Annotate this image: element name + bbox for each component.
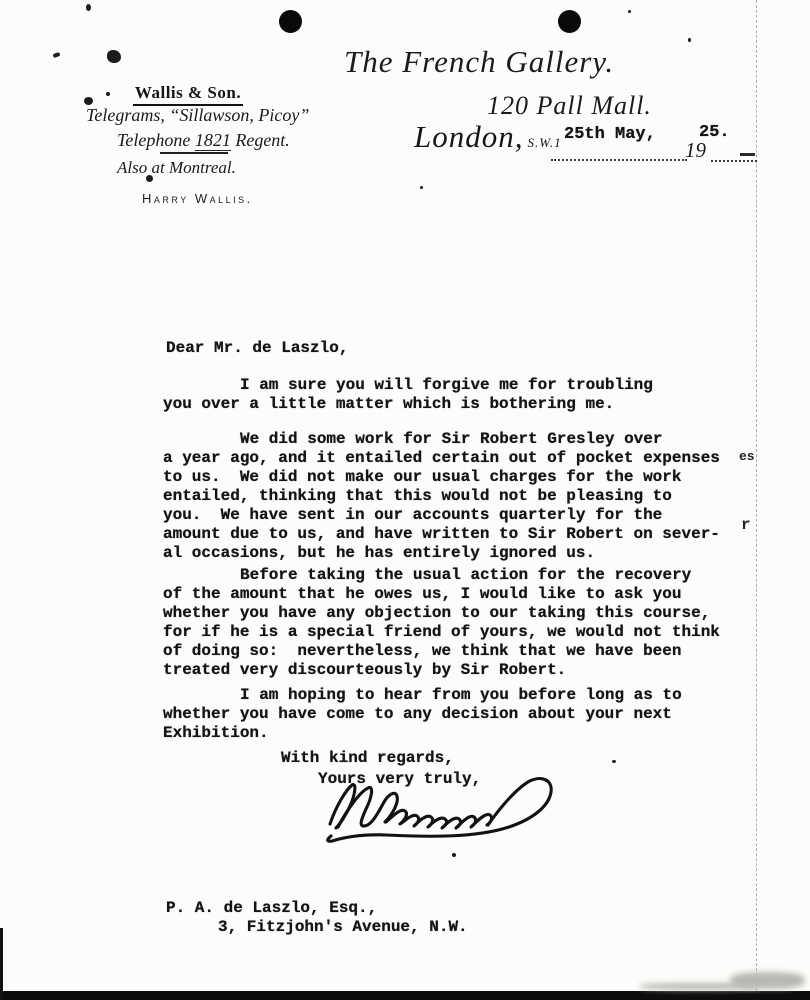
address-line: 3, Fitzjohn's Avenue, N.W.	[218, 918, 468, 936]
body-line: amount due to us, and have written to Sir Robert on sever-	[163, 525, 720, 543]
scan-edge-bottom	[0, 991, 810, 1000]
telephone-exchange: Regent.	[230, 130, 290, 150]
telephone-number: 1821	[194, 130, 231, 150]
body-line: to us. We did not make our usual charges for the work	[163, 468, 682, 486]
punch-hole-icon	[279, 10, 302, 33]
body-line: al occasions, but he has entirely ignored us.	[163, 544, 596, 562]
scan-speck	[53, 52, 61, 58]
ink-blot	[107, 50, 121, 63]
edge-text-bleed: r	[741, 516, 751, 534]
body-line: Exhibition.	[163, 724, 269, 742]
gallery-street: 120 Pall Mall.	[487, 91, 652, 120]
date-dotted-line	[711, 160, 757, 162]
body-line: Before taking the usual action for the recovery	[240, 566, 692, 584]
ink-blot	[84, 97, 93, 105]
punch-hole-icon	[558, 10, 581, 33]
firm-name: Wallis & Son.	[133, 83, 243, 106]
body-line: of doing so: nevertheless, we think that we have been	[163, 642, 682, 660]
city-name: London,	[414, 119, 524, 154]
body-line: We did some work for Sir Robert Gresley over	[240, 430, 663, 448]
body-line: I am sure you will forgive me for troubling	[240, 376, 653, 394]
gallery-name: The French Gallery.	[344, 44, 615, 79]
scan-speck	[106, 92, 110, 96]
also-at-line: Also at Montreal.	[117, 158, 236, 177]
typed-year: 25.	[699, 123, 730, 142]
telephone-line	[117, 130, 290, 151]
telegrams-line: Telegrams, “Sillawson, Picoy”	[86, 105, 310, 125]
postal-district: S.W.1	[527, 135, 562, 150]
scan-fold-line	[756, 0, 757, 991]
telephone-label: Telephone	[117, 130, 195, 150]
scan-smudge	[640, 983, 760, 990]
scan-edge-left	[0, 928, 3, 1000]
addressee-line: P. A. de Laszlo, Esq.,	[166, 899, 378, 917]
signature-scrawl	[318, 770, 570, 852]
body-line: you over a little matter which is bothering me.	[163, 395, 615, 413]
telephone-underline	[160, 152, 228, 154]
proprietor-name: Harry Wallis.	[142, 191, 253, 206]
body-line: for if he is a special friend of yours, we would not think	[163, 623, 720, 641]
body-line: whether you have come to any decision about your next	[163, 705, 672, 723]
body-line: you. We have sent in our accounts quarterly for the	[163, 506, 663, 524]
scan-speck	[420, 186, 423, 189]
scan-speck	[628, 10, 631, 13]
body-line: treated very discourteously by Sir Robert.	[163, 661, 567, 679]
body-line: of the amount that he owes us, I would like to ask you	[163, 585, 682, 603]
typed-date: 25th May,	[564, 125, 656, 144]
scan-speck	[452, 853, 456, 857]
scan-speck	[86, 4, 91, 11]
city-line	[414, 119, 562, 155]
body-line: I am hoping to hear from you before long as to	[240, 686, 682, 704]
body-line: entailed, thinking that this would not be pleasing to	[163, 487, 672, 505]
printed-year-prefix: 19	[685, 138, 706, 162]
body-line: whether you have any objection to our taking this course,	[163, 604, 711, 622]
closing-yours: Yours very truly,	[318, 770, 482, 788]
body-line: a year ago, and it entailed certain out of pocket expenses	[163, 449, 720, 467]
scan-mark	[740, 153, 755, 156]
scan-speck	[688, 38, 691, 42]
edge-text-bleed: es	[739, 449, 755, 464]
closing-regards: With kind regards,	[281, 749, 454, 767]
date-dotted-line	[551, 159, 687, 161]
salutation: Dear Mr. de Laszlo,	[166, 339, 349, 357]
scan-speck	[612, 760, 616, 763]
